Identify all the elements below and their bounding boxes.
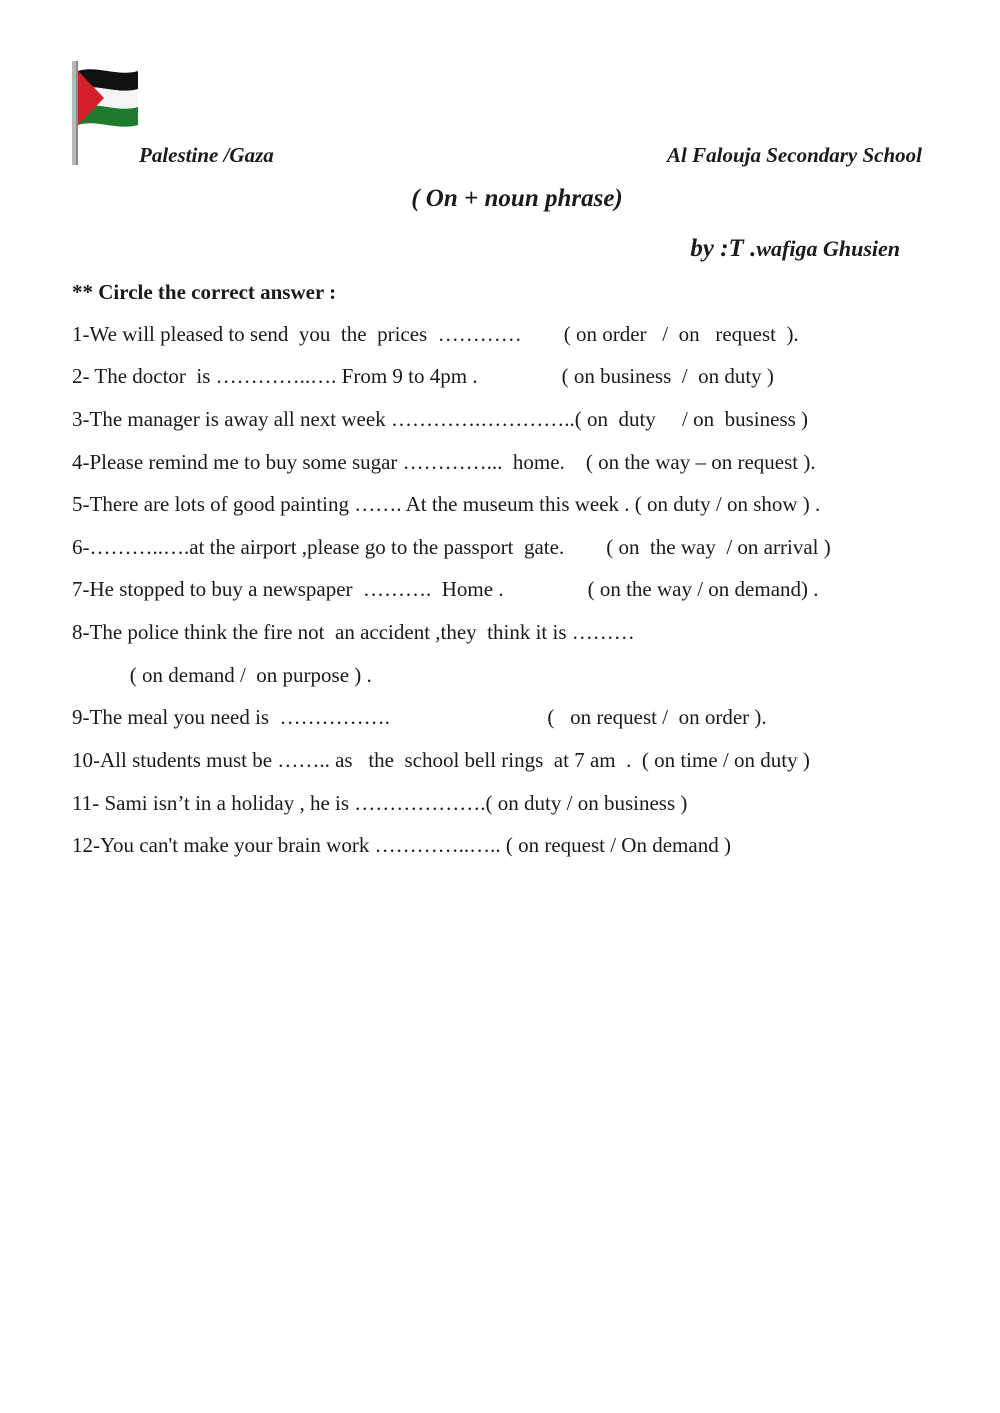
location-label: Palestine /Gaza bbox=[139, 143, 274, 167]
question-5: 5-There are lots of good painting ……. At the museum this week . ( on duty / on show ) . bbox=[72, 492, 821, 516]
question-8-options: ( on demand / on purpose ) . bbox=[72, 663, 372, 687]
question-12: 12-You can't make your brain work …………..….. ( on request / On demand ) bbox=[72, 833, 731, 857]
question-9: 9-The meal you need is ……………. ( on request / on order ). bbox=[72, 705, 767, 729]
question-4: 4-Please remind me to buy some sugar …………... home. ( on the way – on request ). bbox=[72, 450, 816, 474]
question-8: 8-The police think the fire not an accident ,they think it is ……… bbox=[72, 620, 635, 644]
palestine-flag-icon bbox=[72, 61, 138, 165]
question-3: 3-The manager is away all next week ………….…………..( on duty / on business ) bbox=[72, 407, 809, 431]
instruction: ** Circle the correct answer : bbox=[72, 280, 337, 304]
question-10: 10-All students must be …….. as the school bell rings at 7 am . ( on time / on duty ) bbox=[72, 748, 810, 772]
question-2: 2- The doctor is …………..…. From 9 to 4pm . ( on business / on duty ) bbox=[72, 364, 774, 388]
worksheet-title: ( On + noun phrase) bbox=[411, 185, 623, 212]
question-11: 11- Sami isn’t in a holiday , he is ……………….( on duty / on business ) bbox=[72, 791, 688, 815]
question-1: 1-We will pleased to send you the prices ………… ( on order / on request ). bbox=[72, 322, 799, 346]
school-name: Al Falouja Secondary School bbox=[667, 143, 922, 167]
author-prefix: by :T . bbox=[690, 235, 757, 262]
author-line bbox=[690, 235, 900, 263]
flag-pole-shadow bbox=[76, 61, 78, 165]
author-name: wafiga Ghusien bbox=[756, 236, 900, 261]
question-6: 6-………..….at the airport ,please go to the passport gate. ( on the way / on arrival ) bbox=[72, 535, 831, 559]
question-7: 7-He stopped to buy a newspaper ………. Home . ( on the way / on demand) . bbox=[72, 577, 819, 601]
